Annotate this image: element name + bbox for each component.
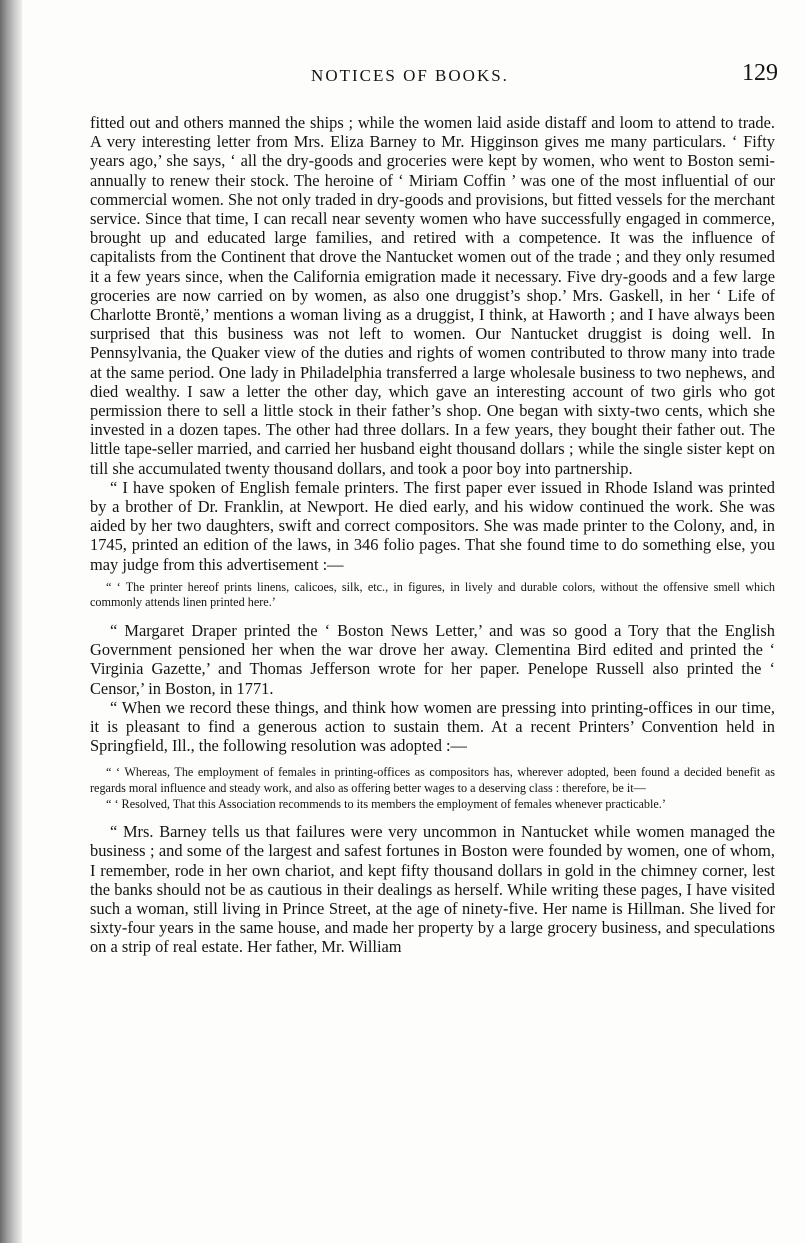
paragraph-1: fitted out and others manned the ships ; while the women laid aside distaff and loom to attend to trade. A very interesting letter from Mrs. Eliza Barney to Mr. Higginson gives me many particulars. ‘ Fifty years ago,’ she says, ‘ all the dry-goods and groceries were kept by women, who went to Boston semi-annually to renew their stock. The heroine of ‘ Miriam Coffin ’ was one of the most influential of our commercial women. She not only traded in dry-goods and provisions, but fitted vessels for the merchant service. Since that time, I can recall near seventy women who have successfully engaged in commerce, brought up and educated large families, and retired with a competence. It was the influence of capitalists from the Continent that drove the Nantucket women out of the trade ; and they only resumed it a few years since, when the California emigration made it necessary. Five dry-goods and a few large groceries are now carried on by women, as also one druggist’s shop.’ Mrs. Gaskell, in her ‘ Life of Charlotte Brontë,’ mentions a woman living as a druggist, I think, at Haworth ; and I have always been surprised that this business was not left to women. Our Nantucket druggist is doing well. In Pennsylvania, the Quaker view of the duties and rights of women contributed to throw many into trade at the same period. One lady in Philadelphia transferred a large wholesale business to two nephews, and died wealthy. I saw a letter the other day, which gave an interesting account of two girls who got permission there to sell a little stock in their father’s shop. One began with sixty-two cents, which she invested in a dozen tapes. The other had three dollars. In a few years, they bought their father out. The little tape-seller married, and carried her husband eight thousand dollars ; while the single sister kept on till she accumulated twenty thousand dollars, and took a poor boy into partnership.: [90, 113, 775, 478]
spacer: [90, 611, 775, 621]
running-head: [90, 60, 778, 90]
page-binding-shadow: [0, 0, 22, 1243]
quote-resolved: “ ‘ Resolved, That this Association recommends to its members the employment of females whenever practicable.’: [106, 796, 666, 811]
paragraph-2: “ I have spoken of English female printers. The first paper ever issued in Rhode Island was printed by a brother of Dr. Franklin, at Newport. He died early, and his widow continued the work. She was aided by her two daughters, swift and correct compositors. She was made printer to the Colony, and, in 1745, printed an edition of the laws, in 346 folio pages. That she found time to do something else, you may judge from this advertisement :—: [90, 477, 775, 574]
page-number: 129: [742, 60, 778, 86]
body-text: [90, 113, 775, 957]
paragraph-4: “ When we record these things, and think how women are pressing into printing-offices in our time, it is pleasant to find a generous action to sustain them. At a recent Printers’ Convention held in Springfield, Ill., the following resolution was adopted :—: [90, 697, 775, 756]
quote-advertisement: “ ‘ The printer hereof prints linens, calicoes, silk, etc., in figures, in lively and durable colors, without the offensive smell which commonly attends linen printed here.’: [90, 579, 775, 610]
running-title: NOTICES OF BOOKS.: [311, 66, 509, 85]
quote-whereas: “ ‘ Whereas, The employment of females in printing-offices as compositors has, wherever adopted, been found a decided benefit as regards moral influence and steady work, and also as offering better wages to a deserving class : therefore, be it—: [90, 765, 775, 796]
spacer: [90, 812, 775, 822]
paragraph-5: “ Mrs. Barney tells us that failures were very uncommon in Nantucket while women managed the business ; and some of the largest and safest fortunes in Boston were founded by women, one of whom, I remember, rode in her own chariot, and kept fifty thousand dollars in gold in the chimney corner, lest the banks should not be as cautious in their dealings as herself. While writing these pages, I have visited such a woman, still living in Prince Street, at the age of ninety-five. Her name is Hillman. She lived for sixty-four years in the same house, and made her property by a large grocery business, and speculations on a strip of real estate. Her father, Mr. William: [90, 822, 775, 957]
spacer: [90, 755, 775, 765]
paragraph-3: “ Margaret Draper printed the ‘ Boston News Letter,’ and was so good a Tory that the English Government pensioned her when the war drove her away. Clementina Bird edited and printed the ‘ Virginia Gazette,’ and Thomas Jefferson wrote for her paper. Penelope Russell also printed the ‘ Censor,’ in Boston, in 1771.: [90, 621, 775, 698]
